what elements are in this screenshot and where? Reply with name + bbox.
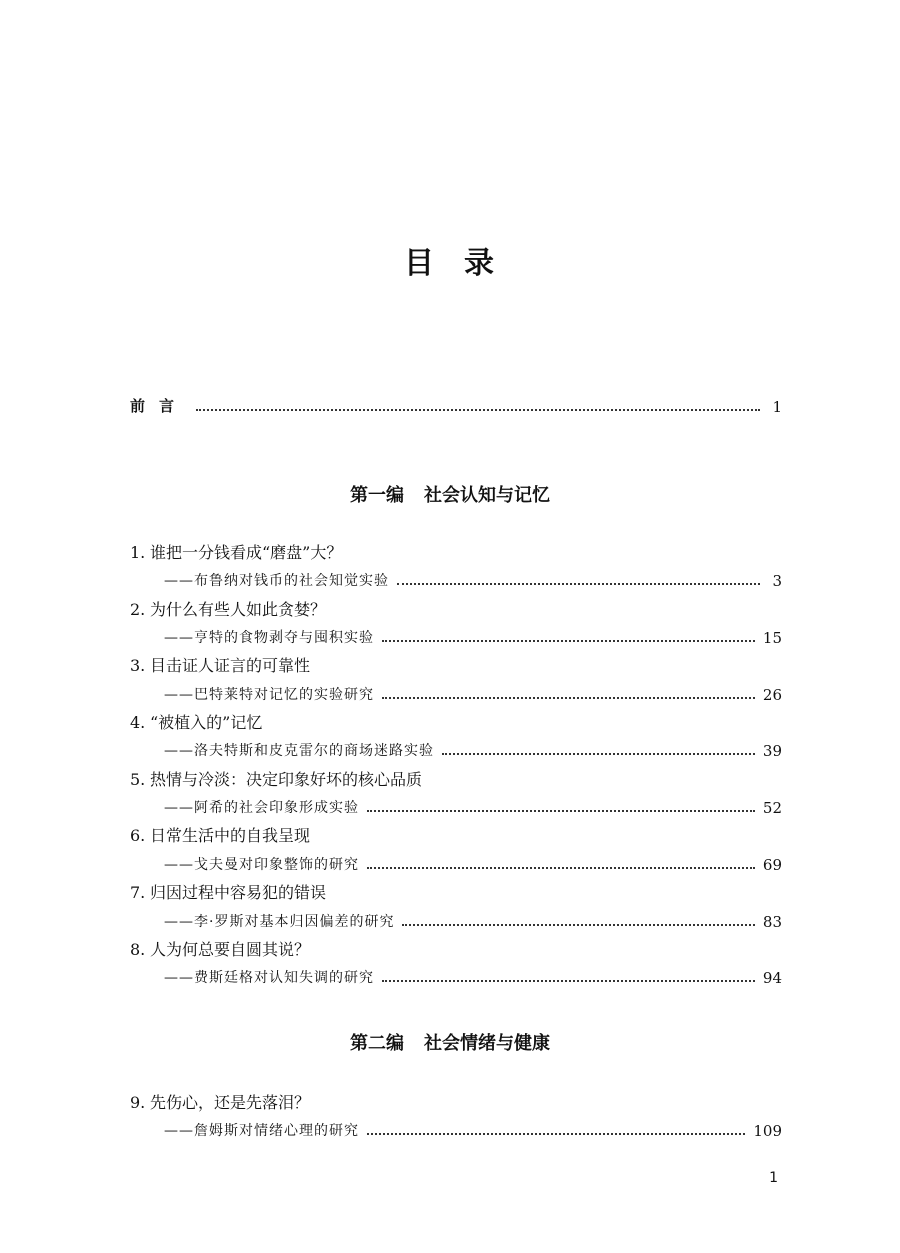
toc-entry-title[interactable]: [130, 937, 310, 960]
entry-subtitle: ——詹姆斯对情绪心理的研究: [164, 1123, 359, 1139]
toc-entry-title[interactable]: [130, 1090, 310, 1113]
entry-subtitle: ——戈夫曼对印象整饰的研究: [164, 857, 359, 873]
section-name: 社会情绪与健康: [424, 1033, 550, 1054]
entry-title-text: 热情与冷淡：决定印象好坏的核心品质: [150, 770, 423, 789]
toc-entry-subtitle-row[interactable]: [164, 566, 782, 590]
page-number: 94: [762, 969, 782, 987]
dot-leader: [196, 409, 760, 411]
page-number: 1: [772, 398, 782, 416]
entry-subtitle: ——洛夫特斯和皮克雷尔的商场迷路实验: [164, 743, 434, 759]
section-name: 社会认知与记忆: [424, 485, 550, 506]
toc-entry-subtitle-row[interactable]: [164, 850, 782, 874]
dot-leader: [382, 980, 755, 982]
entry-number: 4.: [130, 713, 146, 732]
entry-subtitle: ——巴特莱特对记忆的实验研究: [164, 687, 374, 703]
toc-entry-title[interactable]: [130, 597, 326, 620]
entry-title-text: “被植入的”记忆: [150, 713, 263, 732]
toc-preface-row[interactable]: [130, 392, 782, 416]
entry-subtitle: ——李·罗斯对基本归因偏差的研究: [164, 914, 395, 930]
toc-entry-subtitle-row[interactable]: [164, 1116, 782, 1140]
page-number: 83: [762, 913, 782, 931]
toc-entry-title[interactable]: [130, 767, 422, 790]
toc-entry-title[interactable]: [130, 710, 262, 733]
dot-leader: [367, 867, 755, 869]
entry-number: 9.: [130, 1093, 146, 1112]
toc-entry-subtitle-row[interactable]: [164, 963, 782, 987]
page-title-part2: 录: [464, 246, 496, 281]
entry-title-text: 目击证人证言的可靠性: [150, 656, 311, 675]
section-part: 第一编: [350, 485, 404, 506]
section-part: 第二编: [350, 1033, 404, 1054]
entry-subtitle: ——亨特的食物剥夺与囤积实验: [164, 630, 374, 646]
page-number: 52: [762, 799, 782, 817]
dot-leader: [402, 924, 754, 926]
toc-entry-title[interactable]: [130, 540, 342, 563]
entry-number: 6.: [130, 826, 146, 845]
toc-entry-title[interactable]: [130, 653, 310, 676]
preface-label: 前言: [130, 397, 189, 415]
entry-number: 7.: [130, 883, 146, 902]
page-number: 39: [762, 742, 782, 760]
toc-entry-subtitle-row[interactable]: [164, 793, 782, 817]
entry-title-text: 人为何总要自圆其说？: [150, 940, 311, 959]
page-title: [0, 238, 900, 282]
entry-title-text: 为什么有些人如此贪婪？: [150, 600, 327, 619]
entry-subtitle: ——阿希的社会印象形成实验: [164, 800, 359, 816]
entry-number: 5.: [130, 770, 146, 789]
toc-entry-subtitle-row[interactable]: [164, 907, 782, 931]
dot-leader: [367, 1133, 745, 1135]
page-title-part1: 目: [404, 246, 436, 281]
entry-title-text: 先伤心，还是先落泪？: [150, 1093, 311, 1112]
entry-title-text: 谁把一分钱看成“磨盘”大？: [150, 543, 343, 562]
section-heading: [0, 481, 900, 507]
entry-title-text: 日常生活中的自我呈现: [150, 826, 311, 845]
entry-number: 3.: [130, 656, 146, 675]
toc-entry-title[interactable]: [130, 823, 310, 846]
entry-number: 2.: [130, 600, 146, 619]
toc-entry-title[interactable]: [130, 880, 326, 903]
toc-entry-subtitle-row[interactable]: [164, 623, 782, 647]
dot-leader: [442, 753, 755, 755]
dot-leader: [382, 697, 755, 699]
page-number: 109: [753, 1122, 782, 1140]
dot-leader: [397, 583, 760, 585]
entry-subtitle: ——费斯廷格对认知失调的研究: [164, 970, 374, 986]
section-heading: [0, 1029, 900, 1055]
dot-leader: [367, 810, 755, 812]
page-number: 69: [762, 856, 782, 874]
entry-title-text: 归因过程中容易犯的错误: [150, 883, 327, 902]
folio-page-number: 1: [769, 1170, 778, 1186]
entry-subtitle: ——布鲁纳对钱币的社会知觉实验: [164, 573, 389, 589]
page-number: 26: [762, 686, 782, 704]
toc-entry-subtitle-row[interactable]: [164, 736, 782, 760]
entry-number: 8.: [130, 940, 146, 959]
entry-number: 1.: [130, 543, 146, 562]
page-number: 3: [772, 572, 782, 590]
dot-leader: [382, 640, 755, 642]
page-number: 15: [762, 629, 782, 647]
toc-entry-subtitle-row[interactable]: [164, 680, 782, 704]
